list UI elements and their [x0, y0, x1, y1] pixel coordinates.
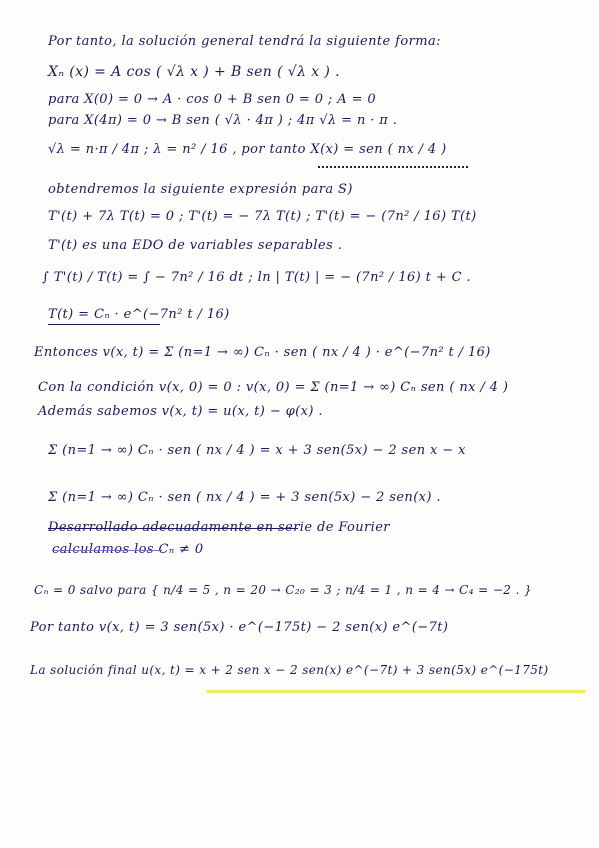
text-line-14 [48, 443, 466, 458]
line-16-text: Desarrollado adecuadamente en serie de Fourier [48, 520, 390, 535]
line-18-text: Cₙ = 0 salvo para { n/4 = 5 , n = 20 → C₂₀ = 3 ; n/4 = 1 , n = 4 → C₄ = −2 . } [34, 583, 533, 597]
line-3-text: para X(0) = 0 → A · cos 0 + B sen 0 = 0 ; A = 0 [48, 92, 377, 107]
line-15-text: Σ (n=1 → ∞) Cₙ · sen ( nx / 4 ) = + 3 sen(5x) − 2 sen(x) . [48, 490, 441, 505]
line-8-text: T'(t) es una EDO de variables separables . [48, 238, 343, 253]
text-line-5 [48, 142, 447, 157]
line-1-text: Por tanto, la solución general tendrá la siguiente forma: [48, 34, 441, 49]
line-20-text: La solución final u(x, t) = x + 2 sen x − 2 sen(x) e^(−7t) + 3 sen(5x) e^(−175t) [30, 663, 549, 677]
text-line-1 [48, 34, 441, 49]
line-5-text: √λ = n·π / 4π ; λ = n² / 16 , por tanto X(x) = sen ( nx / 4 ) [48, 142, 447, 157]
text-line-4 [48, 113, 397, 128]
text-line-7 [48, 209, 477, 224]
line-6-text: obtendremos la siguiente expresión para S) [48, 182, 353, 197]
text-line-8 [48, 238, 342, 253]
line-19-text: Por tanto v(x, t) = 3 sen(5x) · e^(−175t) − 2 sen(x) e^(−7t) [30, 620, 449, 635]
text-line-15 [48, 490, 441, 505]
text-line-3 [48, 92, 376, 107]
strike-desarrollado [48, 528, 298, 529]
line-2-text: Xₙ (x) = A cos ( √λ x ) + B sen ( √λ x ) . [48, 64, 340, 80]
text-line-20 [30, 663, 549, 677]
line-4-text: para X(4π) = 0 → B sen ( √λ · 4π ) ; 4π √λ = n · π . [48, 113, 398, 128]
strike-calculamos [52, 550, 162, 551]
text-line-12 [38, 380, 508, 395]
line-11-text: Entonces v(x, t) = Σ (n=1 → ∞) Cₙ · sen ( nx / 4 ) · e^(−7n² t / 16) [34, 345, 491, 360]
line-10-text: T(t) = Cₙ · e^(−7n² t / 16) [48, 307, 230, 322]
underline-T [48, 324, 160, 325]
line-17-text: calculamos los Cₙ ≠ 0 [52, 542, 204, 557]
text-line-10 [48, 307, 230, 322]
text-line-11 [34, 345, 491, 360]
yellow-highlight [206, 690, 586, 693]
line-14-text: Σ (n=1 → ∞) Cₙ · sen ( nx / 4 ) = x + 3 sen(5x) − 2 sen x − x [48, 443, 466, 458]
line-12-text: Con la condición v(x, 0) = 0 : v(x, 0) = Σ (n=1 → ∞) Cₙ sen ( nx / 4 ) [38, 380, 509, 395]
text-line-2 [48, 64, 340, 80]
line-7-text: T'(t) + 7λ T(t) = 0 ; T'(t) = − 7λ T(t) ; T'(t) = − (7n² / 16) T(t) [48, 209, 477, 224]
text-line-19 [30, 620, 448, 635]
text-line-13 [38, 404, 323, 419]
text-line-6 [48, 182, 353, 197]
line-9-text: ∫ T'(t) / T(t) = ∫ − 7n² / 16 dt ; ln | T(t) | = − (7n² / 16) t + C . [42, 270, 472, 285]
line-13-text: Además sabemos v(x, t) = u(x, t) − φ(x) . [38, 404, 323, 419]
wavy-underline [318, 160, 468, 168]
text-line-18 [34, 583, 532, 597]
text-line-9 [42, 270, 471, 285]
